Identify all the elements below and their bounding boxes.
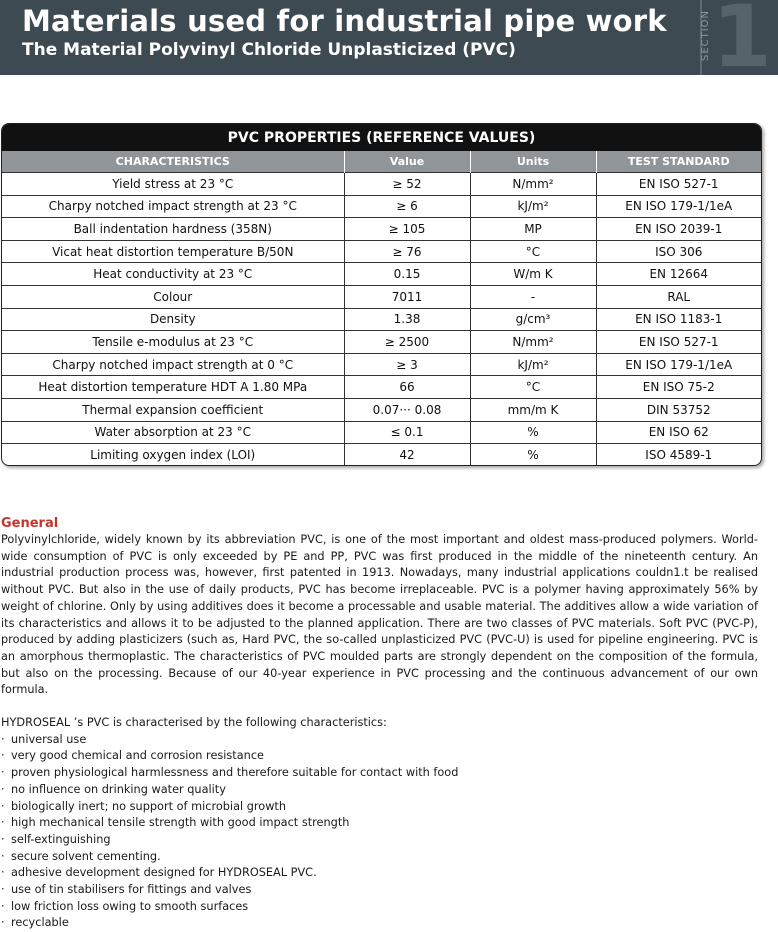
- table-row: [2, 353, 761, 376]
- cell-characteristic: Tensile e-modulus at 23 °C: [2, 331, 344, 354]
- cell-units: %: [470, 444, 596, 466]
- cell-test-standard: EN ISO 179-1/1eA: [596, 353, 761, 376]
- table-row: [2, 421, 761, 444]
- table-body: [2, 173, 761, 466]
- section-heading: General: [1, 516, 59, 531]
- cell-characteristic: Heat distortion temperature HDT A 1.80 MPa: [2, 376, 344, 399]
- cell-test-standard: DIN 53752: [596, 398, 761, 421]
- cell-test-standard: EN ISO 179-1/1eA: [596, 195, 761, 218]
- table-row: [2, 331, 761, 354]
- properties-table: [1, 123, 762, 466]
- section-label: SECTION: [700, 9, 712, 62]
- general-section: [1, 516, 758, 932]
- cell-value: 7011: [344, 285, 470, 308]
- table-row: [2, 285, 761, 308]
- cell-characteristic: Density: [2, 308, 344, 331]
- section-number: 1: [712, 0, 772, 87]
- properties-grid: [2, 151, 761, 466]
- cell-test-standard: EN ISO 2039-1: [596, 218, 761, 241]
- cell-units: N/mm²: [470, 331, 596, 354]
- cell-units: MP: [470, 218, 596, 241]
- general-paragraph: Polyvinylchloride, widely known by its abbreviation PVC, is one of the most important and oldest mass-produced polymers. World-wide consumption of PVC is only exceeded by PE and PP, PVC was first produced in the middle of the nineteenth century. An industrial production process was, however, first patented in 1913. Nowadays, many industrial applications couldn1.t be realised without PVC. But also in the use of daily products, PVC has become irreplaceable. PVC is a polymer having approximately 56% by weight of chlorine. Only by using additives does it become a processable and usable material. The additives allow a wide variation of its characteristics and allows it to be adjusted to the planned application. There are two classes of PVC materials. Soft PVC (PVC-P), produced by adding plasticizers (such as, Hard PVC, the so-called unplasticized PVC (PVC-U) is used for pipeline engineering. PVC is an amorphous thermoplastic. The characteristics of PVC moulded parts are strongly dependent on the composition of the formula, but also on the processing. Because of our 40-year experience in PVC processing and the continuous advancement of our own formula.: [1, 533, 758, 697]
- feature-item: · proven physiological harmlessness and therefore suitable for contact with food: [1, 765, 758, 782]
- feature-item: · universal use: [1, 732, 758, 749]
- cell-characteristic: Vicat heat distortion temperature B/50N: [2, 240, 344, 263]
- cell-units: g/cm³: [470, 308, 596, 331]
- cell-test-standard: EN ISO 527-1: [596, 331, 761, 354]
- cell-value: 42: [344, 444, 470, 466]
- table-row: [2, 263, 761, 286]
- cell-value: ≥ 2500: [344, 331, 470, 354]
- table-row: [2, 308, 761, 331]
- cell-value: 66: [344, 376, 470, 399]
- feature-item: · use of tin stabilisers for fittings and valves: [1, 882, 758, 899]
- cell-test-standard: EN ISO 527-1: [596, 173, 761, 196]
- cell-value: 0.15: [344, 263, 470, 286]
- cell-characteristic: Limiting oxygen index (LOI): [2, 444, 344, 466]
- cell-characteristic: Colour: [2, 285, 344, 308]
- cell-units: -: [470, 285, 596, 308]
- cell-units: °C: [470, 376, 596, 399]
- cell-test-standard: ISO 4589-1: [596, 444, 761, 466]
- features-intro: HYDROSEAL ’s PVC is characterised by the following characteristics:: [1, 716, 387, 730]
- cell-units: W/m K: [470, 263, 596, 286]
- cell-test-standard: RAL: [596, 285, 761, 308]
- cell-characteristic: Water absorption at 23 °C: [2, 421, 344, 444]
- cell-units: N/mm²: [470, 173, 596, 196]
- column-header: Value: [344, 151, 470, 173]
- table-row: [2, 376, 761, 399]
- feature-item: · self-extinguishing: [1, 832, 758, 849]
- table-row: [2, 218, 761, 241]
- cell-characteristic: Heat conductivity at 23 °C: [2, 263, 344, 286]
- cell-value: 1.38: [344, 308, 470, 331]
- column-header: Units: [470, 151, 596, 173]
- features-list: [1, 732, 758, 932]
- table-row: [2, 240, 761, 263]
- cell-value: ≥ 105: [344, 218, 470, 241]
- cell-test-standard: EN ISO 62: [596, 421, 761, 444]
- cell-value: ≥ 52: [344, 173, 470, 196]
- page-title: Materials used for industrial pipe work: [22, 4, 667, 38]
- cell-test-standard: EN ISO 75-2: [596, 376, 761, 399]
- cell-units: kJ/m²: [470, 195, 596, 218]
- cell-units: %: [470, 421, 596, 444]
- cell-characteristic: Charpy notched impact strength at 0 °C: [2, 353, 344, 376]
- table-title: PVC PROPERTIES (REFERENCE VALUES): [2, 124, 761, 151]
- table-row: [2, 173, 761, 196]
- feature-item: · recyclable: [1, 915, 758, 932]
- cell-value: 0.07··· 0.08: [344, 398, 470, 421]
- feature-item: · secure solvent cementing.: [1, 849, 758, 866]
- cell-value: ≤ 0.1: [344, 421, 470, 444]
- page-header: [0, 0, 778, 87]
- cell-value: ≥ 3: [344, 353, 470, 376]
- feature-item: · high mechanical tensile strength with good impact strength: [1, 815, 758, 832]
- cell-characteristic: Charpy notched impact strength at 23 °C: [2, 195, 344, 218]
- cell-characteristic: Ball indentation hardness (358N): [2, 218, 344, 241]
- column-header: CHARACTERISTICS: [2, 151, 344, 173]
- feature-item: · biologically inert; no support of microbial growth: [1, 799, 758, 816]
- cell-characteristic: Yield stress at 23 °C: [2, 173, 344, 196]
- cell-value: ≥ 76: [344, 240, 470, 263]
- cell-test-standard: EN 12664: [596, 263, 761, 286]
- table-row: [2, 398, 761, 421]
- cell-units: °C: [470, 240, 596, 263]
- table-row: [2, 444, 761, 466]
- cell-test-standard: ISO 306: [596, 240, 761, 263]
- cell-value: ≥ 6: [344, 195, 470, 218]
- column-header: TEST STANDARD: [596, 151, 761, 173]
- table-row: [2, 195, 761, 218]
- table-header-row: [2, 151, 761, 173]
- feature-item: · low friction loss owing to smooth surfaces: [1, 899, 758, 916]
- cell-units: mm/m K: [470, 398, 596, 421]
- cell-units: kJ/m²: [470, 353, 596, 376]
- cell-characteristic: Thermal expansion coefficient: [2, 398, 344, 421]
- page-subtitle: The Material Polyvinyl Chloride Unplasticized (PVC): [22, 40, 516, 60]
- feature-item: · no influence on drinking water quality: [1, 782, 758, 799]
- feature-item: · very good chemical and corrosion resistance: [1, 748, 758, 765]
- cell-test-standard: EN ISO 1183-1: [596, 308, 761, 331]
- feature-item: · adhesive development designed for HYDROSEAL PVC.: [1, 865, 758, 882]
